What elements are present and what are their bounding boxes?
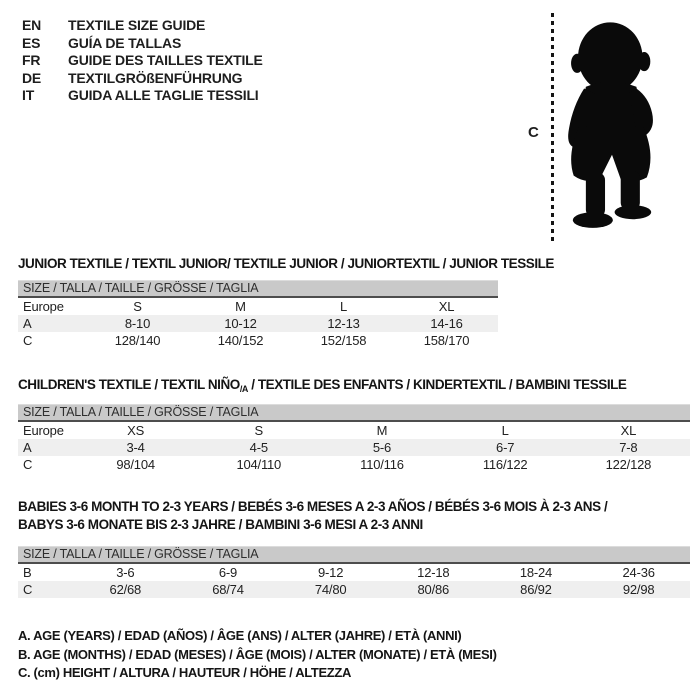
row-label: Europe <box>23 299 64 314</box>
size-cell: 158/170 <box>423 333 470 348</box>
row-label: C <box>23 457 33 472</box>
language-row-en <box>22 17 263 35</box>
language-label: GUIDA ALLE TAGLIE TESSILI <box>68 87 259 103</box>
language-label: TEXTILE SIZE GUIDE <box>68 17 206 33</box>
size-cell: 12-18 <box>417 565 450 580</box>
size-cell: 110/116 <box>360 457 404 472</box>
size-cell: 68/74 <box>212 582 244 597</box>
size-cell: L <box>339 299 348 314</box>
size-cell: 6-9 <box>218 565 238 580</box>
row-label: Europe <box>23 423 64 438</box>
title-line: BABYS 3-6 MONATE BIS 2-3 JAHRE / BAMBINI 3-6 MESI A 2-3 ANNI <box>18 516 423 532</box>
language-label: GUÍA DE TALLAS <box>68 34 182 51</box>
language-code: ES <box>22 34 41 51</box>
size-cell: S <box>133 299 142 314</box>
language-code: EN <box>22 17 42 33</box>
size-cell: S <box>254 423 264 438</box>
row-label: A <box>23 316 32 331</box>
size-cell: 116/122 <box>482 457 528 472</box>
table-row-age <box>18 439 690 456</box>
size-cell: 74/80 <box>314 582 347 597</box>
size-cell: 62/68 <box>109 582 142 597</box>
size-cell: 80/86 <box>417 582 450 597</box>
language-row-fr <box>22 52 263 70</box>
size-header-bar: SIZE / TALLA / TAILLE / GRÖSSE / TAGLIA <box>18 280 498 298</box>
row-label: C <box>23 333 33 348</box>
height-measure-dashed-line <box>551 13 554 243</box>
language-row-de <box>22 70 263 88</box>
size-cell: XL <box>438 299 455 314</box>
language-code: FR <box>22 52 41 68</box>
table-row-height <box>18 332 498 349</box>
row-label: A <box>23 440 32 455</box>
size-cell: 3-4 <box>126 440 145 455</box>
size-cell: 8-10 <box>124 316 151 331</box>
size-cell: 5-6 <box>372 440 392 455</box>
size-cell: 122/128 <box>605 457 652 472</box>
table-row-months <box>18 564 690 581</box>
junior-section-title: JUNIOR TEXTILE / TEXTIL JUNIOR/ TEXTILE JUNIOR / JUNIORTEXTIL / JUNIOR TESSILE <box>18 256 554 271</box>
size-cell: 4-5 <box>249 440 268 455</box>
language-row-es <box>22 35 263 53</box>
babies-table <box>18 564 690 598</box>
size-cell: 9-12 <box>318 565 344 580</box>
table-row-height <box>18 456 690 473</box>
babies-section-title <box>18 498 607 533</box>
babies-size-table <box>18 546 690 598</box>
language-row-it <box>22 87 263 105</box>
table-row-age <box>18 315 498 332</box>
title-subscript: /A <box>239 384 248 394</box>
language-code: DE <box>22 69 42 86</box>
table-row-height <box>18 581 690 598</box>
title-text: CHILDREN'S TEXTILE / TEXTIL NIÑO <box>18 377 240 392</box>
size-cell: 104/110 <box>236 457 282 472</box>
size-header-bar: SIZE / TALLA / TAILLE / GRÖSSE / TAGLIA <box>18 546 690 564</box>
title-text: / TEXTILE DES ENFANTS / KINDERTEXTIL / BAMBINI TESSILE <box>247 377 627 392</box>
children-size-table <box>18 404 690 473</box>
title-line: BABIES 3-6 MONTH TO 2-3 YEARS / BEBÉS 3-6 MESES A 2-3 AÑOS / BÉBÉS 3-6 MOIS À 2-3 ANS / <box>18 499 608 514</box>
footnotes <box>18 627 497 683</box>
size-cell: 128/140 <box>114 333 161 348</box>
size-cell: 18-24 <box>519 565 553 580</box>
size-cell: L <box>501 423 509 438</box>
toddler-silhouette-icon <box>558 9 666 243</box>
footnote-c: C. (cm) HEIGHT / ALTURA / HAUTEUR / HÖHE / ALTEZZA <box>18 665 352 680</box>
size-cell: M <box>235 299 246 314</box>
footnote-b: B. AGE (MONTHS) / EDAD (MESES) / ÂGE (MOIS) / ALTER (MONATE) / ETÀ (MESI) <box>18 646 497 662</box>
language-list <box>22 17 263 105</box>
size-cell: 14-16 <box>430 316 463 331</box>
size-cell: 12-13 <box>327 316 360 331</box>
size-cell: 3-6 <box>116 565 135 580</box>
size-cell: 7-8 <box>619 440 638 455</box>
junior-size-table <box>18 280 498 349</box>
size-cell: 140/152 <box>217 333 264 348</box>
children-section-title <box>18 377 626 394</box>
row-label: C <box>23 582 33 597</box>
table-row-europe <box>18 298 498 315</box>
size-cell: 86/92 <box>520 582 552 597</box>
children-table <box>18 422 690 473</box>
size-cell: 152/158 <box>320 333 367 348</box>
size-cell: 98/104 <box>116 457 155 472</box>
size-cell: 24-36 <box>622 565 655 580</box>
table-row-europe <box>18 422 690 439</box>
junior-table <box>18 298 498 349</box>
row-label: B <box>23 565 32 580</box>
height-measure-label: C <box>528 124 539 141</box>
size-cell: 6-7 <box>496 440 515 455</box>
size-cell: M <box>376 423 388 438</box>
size-cell: XL <box>620 423 637 438</box>
size-cell: 92/98 <box>622 582 655 597</box>
size-header-bar: SIZE / TALLA / TAILLE / GRÖSSE / TAGLIA <box>18 404 690 422</box>
footnote-a: A. AGE (YEARS) / EDAD (AÑOS) / ÂGE (ANS) / ALTER (JAHRE) / ETÀ (ANNI) <box>18 628 462 643</box>
language-label: TEXTILGRÖßENFÜHRUNG <box>68 69 243 86</box>
size-cell: 10-12 <box>224 316 257 331</box>
size-cell: XS <box>127 423 145 438</box>
language-label: GUIDE DES TAILLES TEXTILE <box>68 52 263 68</box>
language-code: IT <box>22 87 35 103</box>
